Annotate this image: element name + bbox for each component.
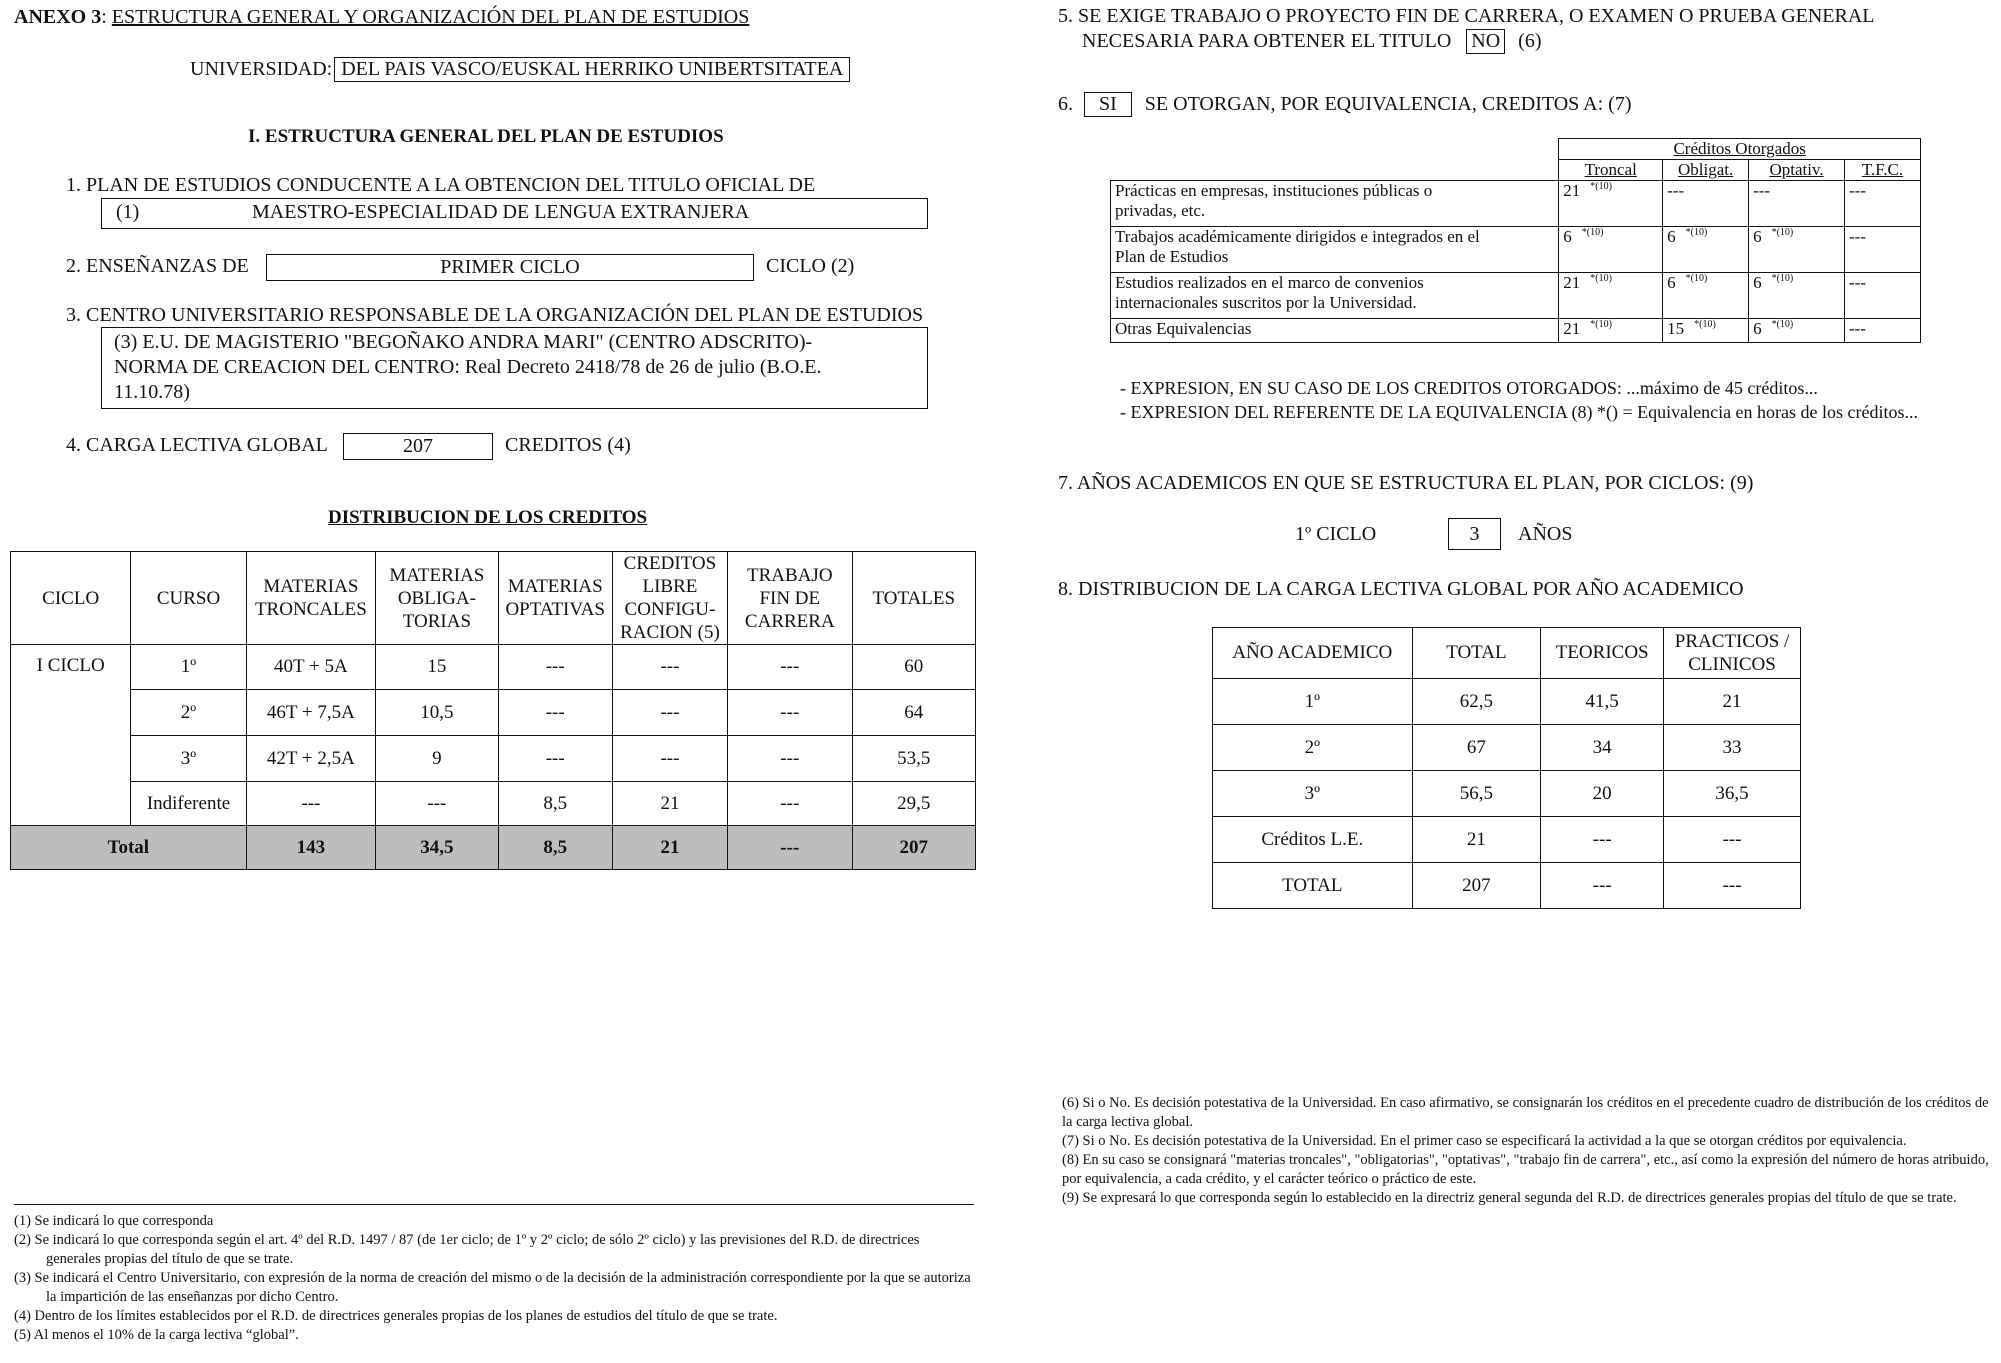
cell-value: 15 bbox=[1667, 319, 1685, 338]
creditos-table bbox=[1110, 138, 1921, 343]
note-mark: *(10) bbox=[1771, 319, 1794, 331]
col-header: MATERIAS TRONCALES bbox=[246, 552, 376, 645]
table-cell: 20 bbox=[1541, 771, 1664, 817]
titulo-note: (1) bbox=[116, 201, 140, 223]
col-header: T.F.C. bbox=[1845, 160, 1921, 181]
table-cell: Créditos L.E. bbox=[1213, 817, 1413, 863]
col-header: Obligat. bbox=[1663, 160, 1749, 181]
col-header: AÑO ACADEMICO bbox=[1213, 628, 1413, 679]
table-cell: --- bbox=[1845, 227, 1921, 273]
footnote: (6) Si o No. Es decisión potestativa de la Universidad. En caso afirmativo, se consignarán los créditos en el precedente cuadro de distribución de los créditos de la carga lectiva global. bbox=[1062, 1095, 1989, 1130]
table-cell: 21 bbox=[1412, 817, 1541, 863]
col-header: Troncal bbox=[1559, 160, 1663, 181]
item5-value: NO bbox=[1466, 29, 1505, 54]
plan-label: 1. PLAN DE ESTUDIOS CONDUCENTE A LA OBTENCION DEL TITULO OFICIAL DE bbox=[66, 174, 816, 196]
table-cell: TOTAL bbox=[1213, 863, 1413, 909]
centro-line-1: (3) E.U. DE MAGISTERIO "BEGOÑAKO ANDRA MARI" (CENTRO ADSCRITO)- bbox=[114, 331, 813, 353]
footnote: (9) Se expresará lo que corresponda según lo establecido en la directriz general segunda del R.D. de directrices generales propias del título de que se trate. bbox=[1062, 1190, 1957, 1206]
table-cell: 56,5 bbox=[1412, 771, 1541, 817]
total-cell: 21 bbox=[612, 826, 727, 870]
ensenanzas-field: PRIMER CICLO bbox=[266, 254, 754, 281]
table-row bbox=[1111, 181, 1921, 227]
carga-table bbox=[1212, 627, 1801, 909]
footnotes-right bbox=[1062, 1094, 1992, 1208]
ensenanzas-suffix: CICLO (2) bbox=[766, 255, 855, 277]
table-cell: 36,5 bbox=[1664, 771, 1801, 817]
table-cell: 3º bbox=[1213, 771, 1413, 817]
table-cell: 2º bbox=[1213, 725, 1413, 771]
col-header: TEORICOS bbox=[1541, 628, 1664, 679]
table-cell bbox=[1559, 181, 1663, 227]
table-row bbox=[1213, 725, 1801, 771]
table-cell: --- bbox=[1845, 319, 1921, 343]
expresion-creditos: - EXPRESION, EN SU CASO DE LOS CREDITOS OTORGADOS: ...máximo de 45 créditos... bbox=[1120, 378, 1818, 398]
table-cell: 67 bbox=[1412, 725, 1541, 771]
footnote: (1) Se indicará lo que corresponda bbox=[14, 1213, 214, 1229]
note-mark: *(10) bbox=[1581, 227, 1604, 239]
table-cell: 46T + 7,5A bbox=[246, 690, 376, 736]
table-cell: 40T + 5A bbox=[246, 645, 376, 690]
table-cell: --- bbox=[728, 782, 852, 826]
creditos-group-header: Créditos Otorgados bbox=[1559, 139, 1921, 160]
table-cell: 207 bbox=[1412, 863, 1541, 909]
titulo-field bbox=[101, 198, 928, 229]
row-label-line: Trabajos académicamente dirigidos e integrados en el bbox=[1115, 227, 1480, 246]
table-row bbox=[1213, 679, 1801, 725]
row-label bbox=[1111, 227, 1559, 273]
table-cell: --- bbox=[728, 690, 852, 736]
table-row bbox=[11, 690, 976, 736]
table-row bbox=[1111, 319, 1921, 343]
item6-row bbox=[1058, 92, 1632, 117]
footnotes-left bbox=[14, 1212, 974, 1345]
footnote: (2) Se indicará lo que corresponda según el art. 4º del R.D. 1497 / 87 (de 1er ciclo; de 1º y 2º ciclo; de sólo 2º ciclo) y las previsiones del R.D. de directrices generales propias del título de que se trate. bbox=[14, 1232, 920, 1267]
table-cell: 10,5 bbox=[376, 690, 498, 736]
table-cell: --- bbox=[1749, 181, 1845, 227]
table-row bbox=[1213, 817, 1801, 863]
section-title: I. ESTRUCTURA GENERAL DEL PLAN DE ESTUDIOS bbox=[248, 126, 724, 147]
cell-value: 21 bbox=[1563, 319, 1581, 338]
note-mark: *(10) bbox=[1771, 273, 1794, 285]
ensenanzas-label: 2. ENSEÑANZAS DE bbox=[66, 255, 249, 277]
table-cell bbox=[1749, 319, 1845, 343]
table-cell: --- bbox=[376, 782, 498, 826]
item6-prefix: 6. bbox=[1058, 93, 1073, 115]
table-cell: 1º bbox=[1213, 679, 1413, 725]
table-cell: 62,5 bbox=[1412, 679, 1541, 725]
cell-value: 6 bbox=[1753, 319, 1762, 338]
table-cell: --- bbox=[728, 645, 852, 690]
table-cell bbox=[1663, 319, 1749, 343]
table-cell: 1º bbox=[131, 645, 246, 690]
table-cell bbox=[1663, 227, 1749, 273]
row-label bbox=[1111, 181, 1559, 227]
col-header: CICLO bbox=[11, 552, 131, 645]
footnote: (3) Se indicará el Centro Universitario, con expresión de la norma de creación del mismo o de la decisión de la administración correspondiente por la que se autoriza la impartición de las enseñanzas por dicho Centro. bbox=[14, 1270, 971, 1305]
total-row bbox=[11, 826, 976, 870]
table-cell bbox=[1749, 273, 1845, 319]
item6-value: SI bbox=[1084, 92, 1132, 117]
col-header: Optativ. bbox=[1749, 160, 1845, 181]
row-label-line: Estudios realizados en el marco de convenios bbox=[1115, 273, 1424, 292]
item7-suffix: AÑOS bbox=[1518, 523, 1573, 545]
col-header: CURSO bbox=[131, 552, 246, 645]
cell-value: 6 bbox=[1667, 273, 1676, 292]
cell-value: 6 bbox=[1753, 227, 1762, 246]
table-cell: --- bbox=[612, 645, 727, 690]
anexo-title: ESTRUCTURA GENERAL Y ORGANIZACIÓN DEL PLAN DE ESTUDIOS bbox=[111, 6, 750, 28]
table-cell: 33 bbox=[1664, 725, 1801, 771]
table-row bbox=[1213, 771, 1801, 817]
table-cell: --- bbox=[1845, 181, 1921, 227]
table-cell: 9 bbox=[376, 736, 498, 782]
cell-value: 6 bbox=[1563, 227, 1572, 246]
ciclo-cell: I CICLO bbox=[11, 645, 131, 826]
table-cell bbox=[1749, 227, 1845, 273]
note-mark: *(10) bbox=[1590, 181, 1612, 193]
table-row bbox=[11, 645, 976, 690]
row-label-line: Plan de Estudios bbox=[1115, 247, 1229, 266]
table-cell: 42T + 2,5A bbox=[246, 736, 376, 782]
total-cell: --- bbox=[728, 826, 852, 870]
row-label bbox=[1111, 273, 1559, 319]
note-mark: *(10) bbox=[1590, 273, 1612, 285]
table-cell bbox=[1559, 273, 1663, 319]
table-cell: --- bbox=[1664, 863, 1801, 909]
item6-text: SE OTORGAN, POR EQUIVALENCIA, CREDITOS A: (7) bbox=[1144, 93, 1632, 115]
item5-line-2 bbox=[1082, 29, 1542, 54]
creditos-header-row bbox=[1111, 160, 1921, 181]
table-cell: 29,5 bbox=[852, 782, 975, 826]
table-cell: --- bbox=[1541, 863, 1664, 909]
table-cell: Indiferente bbox=[131, 782, 246, 826]
cell-value: 21 bbox=[1563, 181, 1581, 200]
carga-field: 207 bbox=[343, 433, 493, 460]
carga-header-row bbox=[1213, 628, 1801, 679]
table-cell: --- bbox=[612, 690, 727, 736]
carga-label: 4. CARGA LECTIVA GLOBAL bbox=[66, 434, 328, 456]
total-cell: 34,5 bbox=[376, 826, 498, 870]
cell-value: 6 bbox=[1667, 227, 1676, 246]
footnote: (8) En su caso se consignará "materias troncales", "obligatorias", "optativas", "trabajo fin de carrera", etc., así como la expresión del número de horas atribuido, por equivalencia, a cada crédito, y el carácter teórico o práctico de este. bbox=[1062, 1152, 1989, 1187]
col-header: TRABAJO FIN DE CARRERA bbox=[728, 552, 852, 645]
titulo-value: MAESTRO-ESPECIALIDAD DE LENGUA EXTRANJERA bbox=[252, 201, 750, 223]
total-cell: 143 bbox=[246, 826, 376, 870]
table-cell: --- bbox=[1663, 181, 1749, 227]
item7-value: 3 bbox=[1448, 518, 1501, 550]
table-row bbox=[1111, 227, 1921, 273]
total-label: Total bbox=[11, 826, 247, 870]
col-header: MATERIAS OBLIGA- TORIAS bbox=[376, 552, 498, 645]
table-cell: --- bbox=[1664, 817, 1801, 863]
total-cell: 207 bbox=[852, 826, 975, 870]
distribucion-title: DISTRIBUCION DE LOS CREDITOS bbox=[328, 507, 648, 528]
anexo-heading: ANEXO 3: ESTRUCTURA GENERAL Y ORGANIZACIÓN DEL PLAN DE ESTUDIOS bbox=[14, 6, 750, 28]
table-cell: 41,5 bbox=[1541, 679, 1664, 725]
table-cell: 21 bbox=[1664, 679, 1801, 725]
table-cell: 60 bbox=[852, 645, 975, 690]
table-row bbox=[11, 736, 976, 782]
universidad-value: DEL PAIS VASCO/EUSKAL HERRIKO UNIBERTSITATEA bbox=[334, 57, 850, 82]
table-cell: --- bbox=[612, 736, 727, 782]
table-row bbox=[1213, 863, 1801, 909]
row-label-line: Prácticas en empresas, instituciones públicas o bbox=[1115, 181, 1433, 200]
footnote: (4) Dentro de los límites establecidos por el R.D. de directrices generales propias de los planes de estudios del título de que se trate. bbox=[14, 1308, 778, 1324]
col-header: TOTALES bbox=[852, 552, 975, 645]
carga-suffix: CREDITOS (4) bbox=[505, 434, 631, 456]
table-cell: --- bbox=[246, 782, 376, 826]
footnote: (7) Si o No. Es decisión potestativa de la Universidad. En el primer caso se especificará la actividad a la que se otorgan créditos por equivalencia. bbox=[1062, 1133, 1907, 1149]
universidad-label: UNIVERSIDAD: bbox=[190, 58, 333, 80]
item5-text: NECESARIA PARA OBTENER EL TITULO bbox=[1082, 30, 1452, 52]
table-cell bbox=[1559, 319, 1663, 343]
note-mark: *(10) bbox=[1771, 227, 1794, 239]
note-mark: *(10) bbox=[1685, 227, 1708, 239]
centro-label: 3. CENTRO UNIVERSITARIO RESPONSABLE DE LA ORGANIZACIÓN DEL PLAN DE ESTUDIOS bbox=[66, 304, 924, 326]
cell-value: 21 bbox=[1563, 273, 1581, 292]
item8-title: 8. DISTRIBUCION DE LA CARGA LECTIVA GLOBAL POR AÑO ACADEMICO bbox=[1058, 578, 1744, 600]
table-cell bbox=[1559, 227, 1663, 273]
table-cell: 53,5 bbox=[852, 736, 975, 782]
row-label-line: internacionales suscritos por la Universidad. bbox=[1115, 293, 1417, 312]
table-row bbox=[11, 782, 976, 826]
table-cell: --- bbox=[1845, 273, 1921, 319]
table-cell: --- bbox=[498, 690, 612, 736]
cell-value: 6 bbox=[1753, 273, 1762, 292]
universidad-row bbox=[190, 57, 850, 82]
item7-ciclo: 1º CICLO bbox=[1295, 523, 1377, 545]
centro-line-2: NORMA DE CREACION DEL CENTRO: Real Decreto 2418/78 de 26 de julio (B.O.E. bbox=[114, 356, 822, 378]
distribucion-table bbox=[10, 551, 976, 870]
row-label: Otras Equivalencias bbox=[1111, 319, 1559, 343]
footnote: (5) Al menos el 10% de la carga lectiva “global”. bbox=[14, 1327, 299, 1343]
table-cell bbox=[1663, 273, 1749, 319]
anexo-label: ANEXO 3 bbox=[14, 6, 102, 28]
col-header: CREDITOS LIBRE CONFIGU- RACION (5) bbox=[612, 552, 727, 645]
table-cell: --- bbox=[498, 736, 612, 782]
col-header: MATERIAS OPTATIVAS bbox=[498, 552, 612, 645]
table-cell: 3º bbox=[131, 736, 246, 782]
table-cell: --- bbox=[1541, 817, 1664, 863]
table-cell: --- bbox=[498, 645, 612, 690]
table-cell: 34 bbox=[1541, 725, 1664, 771]
table-row bbox=[1111, 273, 1921, 319]
item5-note: (6) bbox=[1518, 30, 1542, 52]
note-mark: *(10) bbox=[1694, 319, 1716, 331]
table-cell: 21 bbox=[612, 782, 727, 826]
item7-title: 7. AÑOS ACADEMICOS EN QUE SE ESTRUCTURA EL PLAN, POR CICLOS: (9) bbox=[1058, 472, 1754, 494]
item5-line-1: 5. SE EXIGE TRABAJO O PROYECTO FIN DE CARRERA, O EXAMEN O PRUEBA GENERAL bbox=[1058, 5, 1875, 27]
creditos-group-row bbox=[1111, 139, 1921, 160]
table-cell: 2º bbox=[131, 690, 246, 736]
table-cell: 15 bbox=[376, 645, 498, 690]
footnote-divider bbox=[14, 1204, 974, 1205]
col-header: TOTAL bbox=[1412, 628, 1541, 679]
note-mark: *(10) bbox=[1590, 319, 1612, 331]
distribucion-header-row bbox=[11, 552, 976, 645]
expresion-referente: - EXPRESION DEL REFERENTE DE LA EQUIVALENCIA (8) *() = Equivalencia en horas de los créditos... bbox=[1120, 402, 1919, 422]
table-cell: 8,5 bbox=[498, 782, 612, 826]
table-cell: --- bbox=[728, 736, 852, 782]
col-header: PRACTICOS / CLINICOS bbox=[1664, 628, 1801, 679]
row-label-line: privadas, etc. bbox=[1115, 201, 1206, 220]
total-cell: 8,5 bbox=[498, 826, 612, 870]
centro-line-3: 11.10.78) bbox=[114, 381, 190, 403]
table-cell: 64 bbox=[852, 690, 975, 736]
centro-field bbox=[101, 327, 928, 409]
note-mark: *(10) bbox=[1685, 273, 1708, 285]
